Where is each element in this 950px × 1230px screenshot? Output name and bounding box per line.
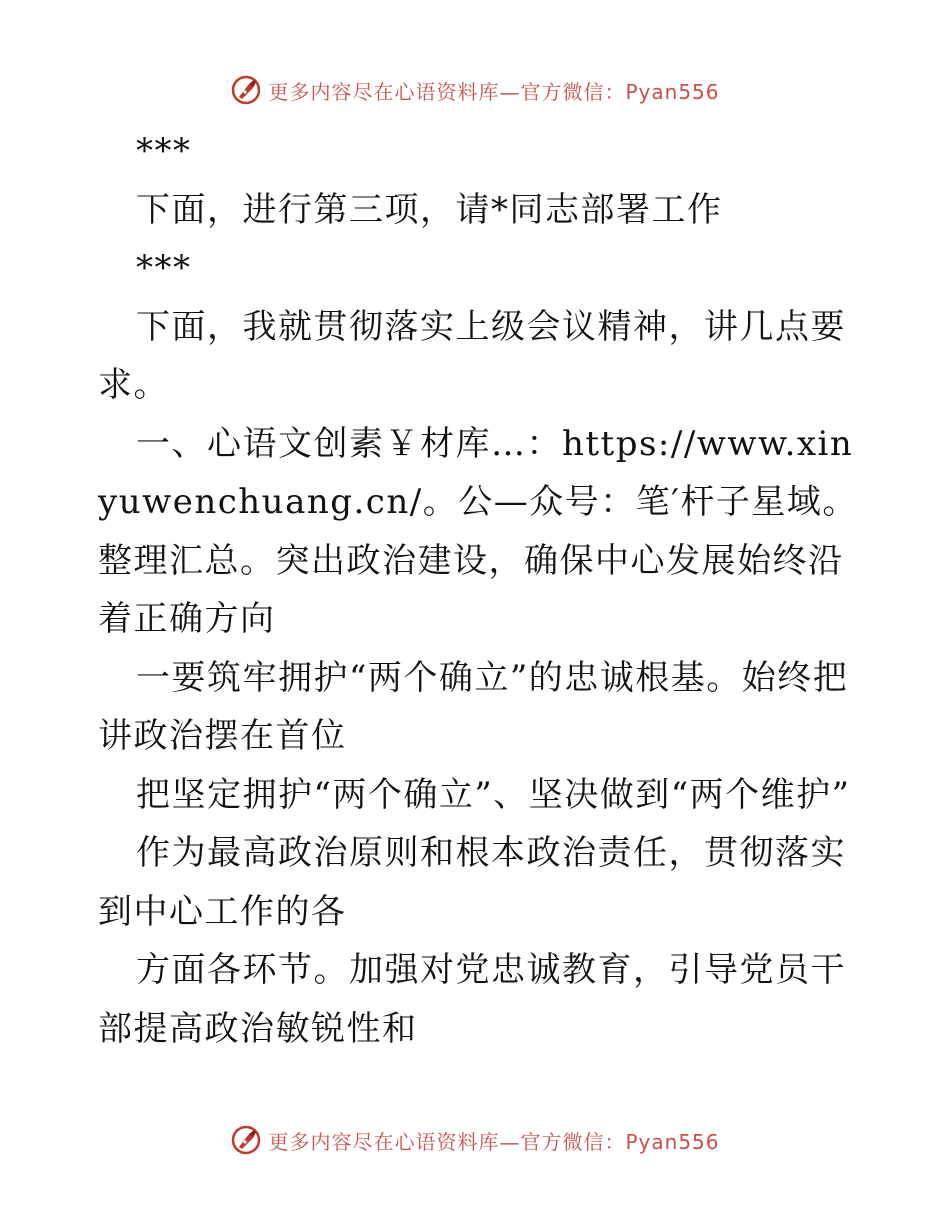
paragraph: 一要筑牢拥护“两个确立”的忠诚根基。始终把讲政治摆在首位 <box>98 657 849 756</box>
footer-banner <box>0 1120 950 1160</box>
header-banner-text <box>268 76 719 105</box>
header-banner-wechat-id: Pyan556 <box>625 79 720 104</box>
header-banner-wechat-label: 官方微信： <box>520 79 626 104</box>
document-body <box>98 122 858 1058</box>
footer-banner-wechat-id: Pyan556 <box>625 1129 720 1154</box>
pen-nib-logo-icon <box>230 74 262 106</box>
paragraph: *** <box>136 248 192 288</box>
header-banner-main: 更多内容尽在心语资料库 <box>268 79 500 104</box>
header-banner <box>0 70 950 110</box>
pen-nib-logo-icon <box>230 1124 262 1156</box>
paragraph: 下面，我就贯彻落实上级会议精神，讲几点要求。 <box>98 306 846 405</box>
header-banner-separator: — <box>499 79 521 104</box>
paragraph: 下面，进行第三项，请*同志部署工作 <box>136 189 723 230</box>
paragraph: 把坚定拥护“两个确立”、坚决做到“两个维护” <box>136 774 851 815</box>
footer-banner-separator: — <box>499 1129 521 1154</box>
footer-banner-main: 更多内容尽在心语资料库 <box>268 1129 500 1154</box>
footer-banner-text <box>268 1126 719 1155</box>
paragraph: *** <box>136 131 192 171</box>
paragraph: 一、心语文创素￥材库…：https://www.xinyuwenchuang.cn/。公—众号：笔′杆子星域。整理汇总。突出政治建设，确保中心发展始终沿着正确方向 <box>98 423 858 639</box>
footer-banner-wechat-label: 官方微信： <box>520 1129 626 1154</box>
paragraph: 作为最高政治原则和根本政治责任，贯彻落实到中心工作的各 <box>98 833 846 932</box>
paragraph: 方面各环节。加强对党忠诚教育，引导党员干部提高政治敏锐性和 <box>98 950 846 1049</box>
